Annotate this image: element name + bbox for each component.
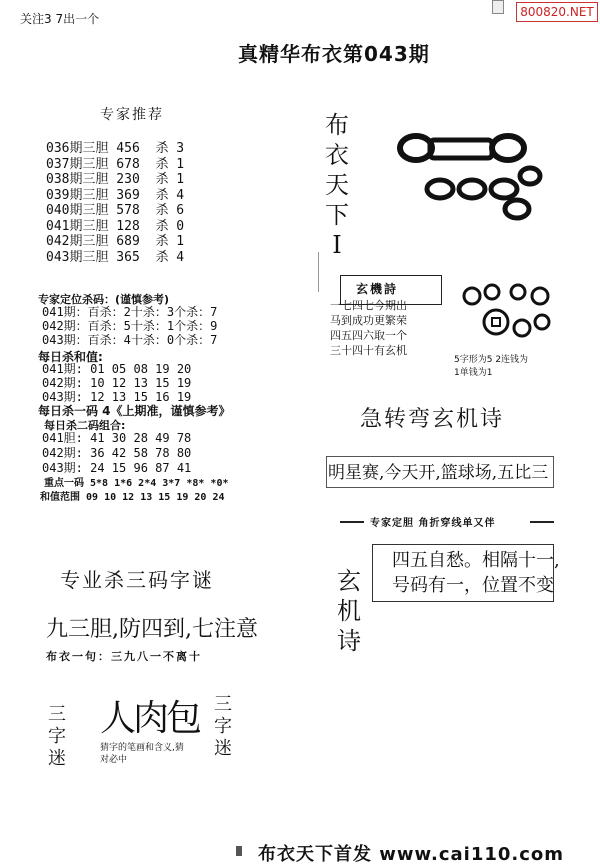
two-code-list: [42, 431, 191, 476]
char: 迷: [48, 748, 66, 769]
char: 布: [325, 111, 349, 139]
expert-title: 专家推荐: [100, 107, 164, 123]
char: 天: [325, 171, 349, 199]
divider: [318, 252, 319, 292]
poem-line: 四五四六取一个: [330, 329, 407, 342]
expert-list: [46, 141, 184, 265]
char: 玄: [337, 567, 361, 595]
poem-line: 号码有一，位置不变: [392, 575, 554, 596]
position-kill-title: 专家定位杀码：(谨慎参考): [38, 293, 170, 306]
heading-riddle-poem: 急转弯玄机诗: [360, 407, 505, 432]
poem-line: 四五自愁。相隔十一,: [392, 550, 560, 571]
page-corner-mark: [492, 0, 504, 14]
star-line: 明星赛,今天开,篮球场,五比三: [328, 463, 549, 483]
char: 下: [325, 201, 349, 229]
list-item: 042期: 10 12 13 15 19: [42, 376, 192, 390]
divider: [530, 521, 554, 523]
riddle-side-left: [48, 704, 66, 770]
guide-line: 专家定胆 角折穿线单又伴: [370, 518, 496, 529]
focus-code-line: 重点一码 5*8 1*6 2*4 3*7 *8* *0*: [44, 478, 229, 489]
mech-poem: [392, 548, 560, 598]
coin-caption: [454, 354, 584, 380]
top-note: 关注3 7出一个: [20, 12, 100, 26]
poem-line: 马到成功更繁荣: [330, 314, 407, 327]
list-item: 042期三胆 689 杀 1: [46, 234, 185, 249]
footer-text[interactable]: 布衣天下首发 www.cai110.com: [258, 844, 565, 865]
position-kill-list: [42, 305, 217, 347]
char: 字: [48, 726, 66, 747]
two-code-title: 每日杀二码组合:: [44, 419, 126, 432]
main-title: 真精华布衣第043期: [238, 42, 430, 66]
poem-line: 三十四十有玄机: [330, 344, 407, 357]
char: 诗: [337, 627, 361, 655]
list-item: 043期: 24 15 96 87 41: [42, 461, 192, 475]
list-item: 043期三胆 365 杀 4: [46, 249, 185, 265]
char: 机: [337, 597, 361, 625]
char: 三: [214, 694, 232, 715]
char: 衣: [325, 141, 349, 169]
daily-kill-list: [42, 362, 191, 404]
buyi-tianxia-vertical: [322, 110, 352, 260]
list-item: 043期: 12 13 15 16 19: [42, 390, 192, 404]
poem-lines: [330, 298, 407, 358]
char: 字: [214, 716, 232, 737]
riddle-title: 专业杀三码字谜: [60, 568, 214, 592]
buyi-line: 布衣一句：三九八一不离十: [46, 650, 202, 663]
list-item: 037期三胆 678 杀 1: [46, 156, 185, 172]
coin-icon: [427, 168, 540, 218]
list-item: 040期三胆 578 杀 6: [46, 203, 185, 218]
list-item: 038期三胆 230 杀 1: [46, 172, 185, 187]
list-item: 042期: 36 42 58 78 80: [42, 446, 192, 460]
coin-icon: [464, 285, 549, 336]
caption-line: 1单钱为1: [454, 368, 493, 378]
list-item: 041期: 01 05 08 19 20: [42, 362, 192, 376]
list-item: 036期三胆 456 杀 3: [46, 141, 185, 156]
footer-mark-icon: [236, 846, 242, 856]
list-item: 041期：百杀：2十杀：3个杀：7: [42, 305, 218, 319]
char: 迷: [214, 738, 232, 759]
riddle-side-right: [214, 694, 232, 760]
coins-illustration: [390, 126, 570, 236]
char: I: [332, 231, 342, 259]
char: 三: [48, 704, 66, 725]
list-item: 041期三胆 128 杀 0: [46, 218, 185, 234]
list-item: 039期三胆 369 杀 4: [46, 187, 185, 203]
riddle-answer: 九三胆,防四到,七注意: [46, 617, 258, 642]
riddle-big-word: 人肉包: [100, 698, 200, 739]
list-item: 043期：百杀：4十杀：0个杀：7: [42, 333, 218, 347]
list-item: 041胆: 41 30 28 49 78: [42, 431, 192, 445]
sum-range-line: 和值范围 09 10 12 13 15 19 20 24: [40, 492, 225, 503]
site-tag[interactable]: 800820.NET: [516, 2, 598, 22]
riddle-hint: 猜字的笔画和含义,猜对必中: [100, 743, 184, 765]
divider: [340, 521, 364, 523]
one-code-line: 每日杀一码 4《上期准，谨慎参考》: [38, 404, 231, 418]
list-item: 042期：百杀：5十杀：1个杀：9: [42, 319, 218, 333]
caption-line: 5字形为5 2连钱为: [454, 355, 529, 365]
poem-line: 一七四七今期出: [330, 299, 407, 312]
daily-kill-title: 每日杀和值:: [38, 350, 103, 364]
coin-icon: [400, 136, 524, 160]
coins-diagram: [456, 282, 566, 352]
poem-title: 玄機詩: [356, 282, 399, 296]
xuanji-vertical: [334, 566, 364, 656]
